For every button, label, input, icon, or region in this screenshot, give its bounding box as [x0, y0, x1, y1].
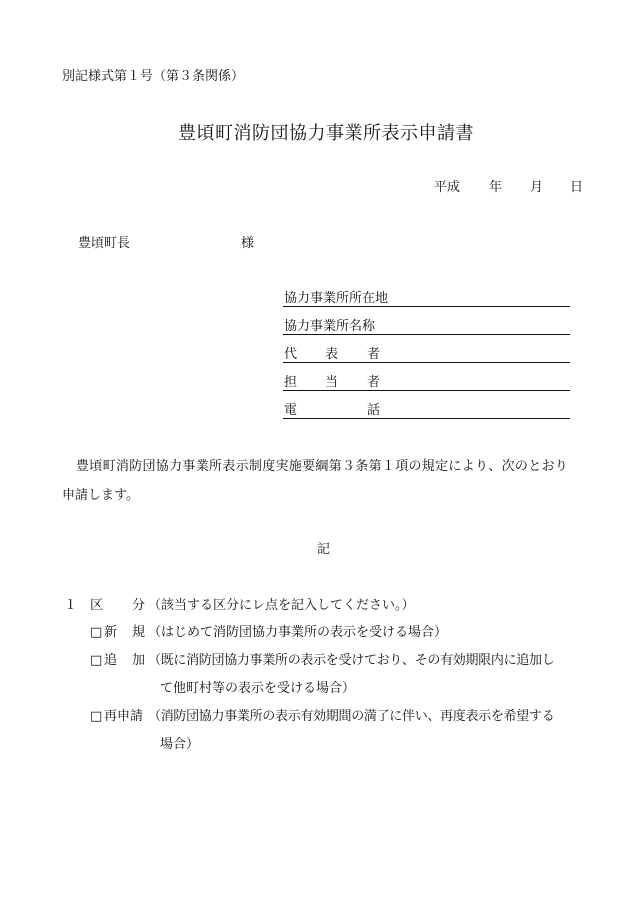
field-name-line[interactable] — [283, 334, 570, 335]
rep-char-1: 代 — [284, 347, 298, 362]
field-location-label: 協力事業所所在地 — [284, 291, 389, 306]
option-reapply-checkbox[interactable]: □ — [90, 709, 103, 724]
date-era: 平成 — [434, 180, 461, 195]
body-text-line-2: 申請します。 — [62, 488, 139, 503]
option-reapply-description-1: （消防団協力事業所の表示有効期間の満了に伴い、再度表示を希望する — [148, 709, 555, 724]
field-name-label: 協力事業所名称 — [284, 319, 376, 334]
option-new-checkbox[interactable]: □ — [90, 625, 103, 640]
field-phone-line[interactable] — [283, 418, 570, 419]
field-contact-person-line[interactable] — [283, 390, 570, 391]
field-representative-line[interactable] — [283, 362, 570, 363]
date-month: 月 — [530, 180, 544, 195]
document-title: 豊頃町消防団協力事業所表示申請書 — [178, 123, 474, 144]
section-number: １ — [64, 598, 78, 613]
option-reapply-label: 再申請 — [104, 709, 144, 724]
option-add-description-2: て他町村等の表示を受ける場合） — [160, 681, 356, 696]
phone-char-2: 話 — [367, 403, 381, 418]
option-reapply-description-2: 場合） — [160, 737, 200, 752]
option-add-label-char-1: 追 — [104, 653, 118, 668]
rep-char-2: 表 — [325, 347, 339, 362]
option-new-label-char-2: 規 — [132, 625, 146, 640]
ki-heading: 記 — [317, 542, 331, 557]
option-new-description: （はじめて消防団協力事業所の表示を受ける場合） — [148, 625, 448, 640]
addressee-honorific: 様 — [241, 236, 255, 251]
contact-char-3: 者 — [367, 375, 381, 390]
contact-char-1: 担 — [284, 375, 298, 390]
body-text-line-1: 豊頃町消防団協力事業所表示制度実施要綱第３条第１項の規定により、次のとおり — [76, 459, 569, 474]
section-label-char-2: 分 — [132, 598, 146, 613]
option-new-label-char-1: 新 — [104, 625, 118, 640]
date-year: 年 — [489, 180, 503, 195]
field-location-line[interactable] — [283, 306, 570, 307]
option-add-description-1: （既に消防団協力事業所の表示を受けており、その有効期限内に追加し — [148, 653, 555, 668]
rep-char-3: 者 — [367, 347, 381, 362]
addressee-name: 豊頃町長 — [78, 236, 131, 251]
section-instruction: （該当する区分にレ点を記入してください。） — [148, 598, 415, 613]
option-add-label-char-2: 加 — [132, 653, 146, 668]
section-label-char-1: 区 — [90, 598, 104, 613]
date-day: 日 — [570, 180, 584, 195]
form-reference: 別記様式第１号（第３条関係） — [62, 69, 245, 84]
phone-char-1: 電 — [284, 403, 298, 418]
contact-char-2: 当 — [325, 375, 339, 390]
option-add-checkbox[interactable]: □ — [90, 653, 103, 668]
